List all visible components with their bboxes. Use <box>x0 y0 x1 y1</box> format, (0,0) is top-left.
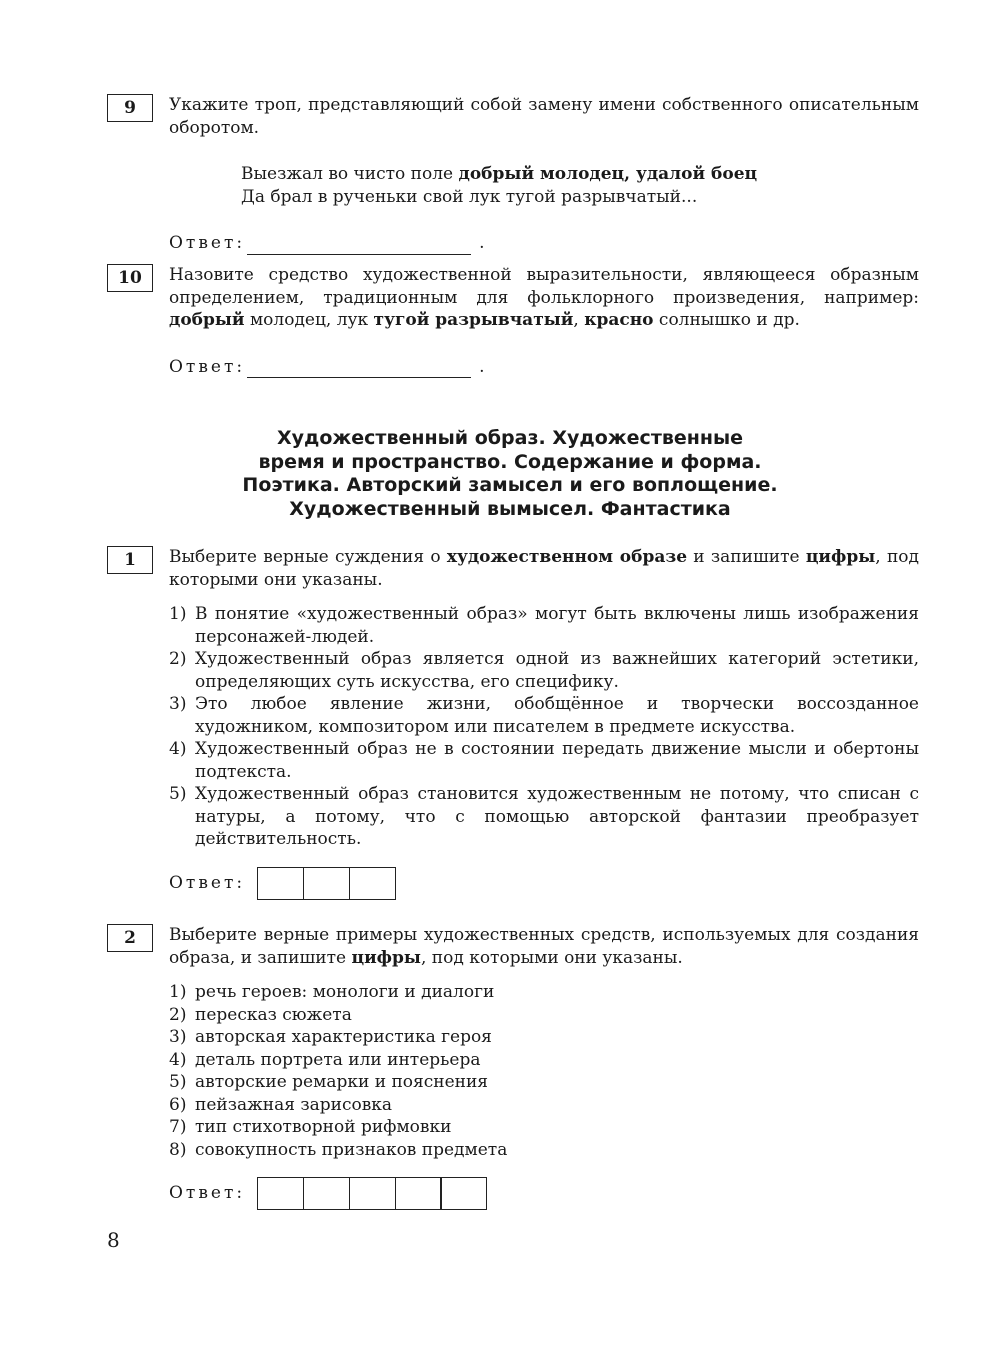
task-body <box>169 264 919 378</box>
option-text: Это любое явление жизни, обобщённое и творчески воссозданное художником, композитором или писателем в предмете искусства. <box>195 694 919 737</box>
answer-label: Ответ: <box>169 356 246 377</box>
verse-quote <box>241 163 919 208</box>
option-item <box>169 738 919 783</box>
option-item <box>169 981 919 1004</box>
option-text: Художественный образ является одной из важнейших категорий эстетики, определяющих суть искусства, его специфику. <box>195 649 919 692</box>
answer-label: Ответ: <box>169 233 246 253</box>
answer-cell[interactable] <box>257 1177 304 1210</box>
answer-row <box>169 1177 919 1210</box>
option-marker: 8) <box>169 1139 187 1160</box>
option-item <box>169 1004 919 1027</box>
option-item <box>169 603 919 648</box>
option-marker: 3) <box>169 694 187 714</box>
answer-cell[interactable] <box>349 867 396 900</box>
task-question: Назовите средство художественной выразительности, являющееся образным определением, традиционным для фольклорного произведения, например: добрый молодец, лук тугой разрывчатый, красно солнышко и др. <box>169 265 919 330</box>
answer-period: . <box>479 233 485 253</box>
option-text: авторские ремарки и пояснения <box>195 1072 489 1092</box>
page-number: 8 <box>107 1228 120 1252</box>
task-9 <box>107 94 919 255</box>
option-item <box>169 1071 919 1094</box>
option-marker: 1) <box>169 604 187 624</box>
option-text: пейзажная зарисовка <box>195 1094 393 1115</box>
answer-line-field[interactable] <box>247 236 471 255</box>
answer-line-field[interactable] <box>247 359 471 378</box>
option-item <box>169 648 919 693</box>
answer-row <box>169 867 919 900</box>
task-number: 1 <box>107 546 153 574</box>
task-question: Укажите троп, представляющий собой замену имени собственного описательным оборотом. <box>169 95 919 138</box>
task-1 <box>107 546 919 900</box>
heading-line: Художественный образ. Художественные <box>276 427 744 449</box>
answer-row <box>169 232 919 255</box>
option-marker: 3) <box>169 1027 187 1047</box>
task-number: 10 <box>107 264 153 292</box>
answer-cell[interactable] <box>395 1177 442 1210</box>
task-body <box>169 94 919 255</box>
options-list <box>169 603 919 851</box>
heading-line: время и пространство. Содержание и форма. <box>258 450 762 473</box>
option-text: речь героев: монологи и диалоги <box>195 982 495 1002</box>
option-marker: 2) <box>169 1004 187 1025</box>
task-number: 2 <box>107 924 153 952</box>
answer-cells <box>257 1177 487 1210</box>
option-text: совокупность признаков предмета <box>195 1139 508 1160</box>
answer-period: . <box>479 356 485 377</box>
option-marker: 4) <box>169 1049 187 1070</box>
option-marker: 6) <box>169 1094 187 1115</box>
options-list <box>169 981 919 1161</box>
option-text: тип стихотворной рифмовки <box>195 1117 452 1137</box>
answer-cell[interactable] <box>303 1177 350 1210</box>
answer-cell[interactable] <box>349 1177 396 1210</box>
answer-label: Ответ: <box>169 872 246 893</box>
option-marker: 4) <box>169 739 187 759</box>
verse-line-2: Да брал в рученьки свой лук тугой разрывчатый... <box>241 186 698 207</box>
option-marker: 5) <box>169 784 187 804</box>
task-2 <box>107 924 919 1210</box>
option-text: авторская характеристика героя <box>195 1027 492 1047</box>
option-item <box>169 693 919 738</box>
option-item <box>169 1116 919 1139</box>
answer-cells <box>257 867 396 900</box>
option-item <box>169 1094 919 1117</box>
heading-line: Поэтика. Авторский замысел и его воплощение. <box>242 474 778 496</box>
option-marker: 2) <box>169 649 187 669</box>
option-marker: 1) <box>169 982 187 1002</box>
option-item <box>169 783 919 851</box>
task-question: Выберите верные примеры художественных средств, используемых для создания образа, и запишите цифры, под которыми они указаны. <box>169 925 919 968</box>
task-body <box>169 546 919 900</box>
option-text: Художественный образ становится художественным не потому, что списан с натуры, а потому, что с помощью авторской фантазии преобразует действительность. <box>195 784 919 849</box>
section-heading <box>150 427 870 521</box>
heading-line: Художественный вымысел. Фантастика <box>289 497 731 520</box>
option-marker: 5) <box>169 1072 187 1092</box>
option-text: деталь портрета или интерьера <box>195 1049 481 1070</box>
option-item <box>169 1049 919 1072</box>
task-question: Выберите верные суждения о художественном образе и запишите цифры, под которыми они указаны. <box>169 547 919 590</box>
option-marker: 7) <box>169 1117 187 1137</box>
option-text: пересказ сюжета <box>195 1004 352 1025</box>
answer-label: Ответ: <box>169 1183 246 1204</box>
option-item <box>169 1139 919 1162</box>
answer-cell[interactable] <box>303 867 350 900</box>
task-10 <box>107 264 919 378</box>
option-text: В понятие «художественный образ» могут быть включены лишь изображения персонажей-людей. <box>195 604 919 647</box>
answer-row <box>169 356 919 379</box>
option-item <box>169 1026 919 1049</box>
answer-cell[interactable] <box>440 1177 487 1210</box>
answer-cell[interactable] <box>257 867 304 900</box>
task-number: 9 <box>107 94 153 122</box>
verse-line-1: Выезжал во чисто поле добрый молодец, удалой боец <box>241 164 758 184</box>
option-text: Художественный образ не в состоянии передать движение мысли и обертоны подтекста. <box>195 739 919 782</box>
task-body <box>169 924 919 1210</box>
